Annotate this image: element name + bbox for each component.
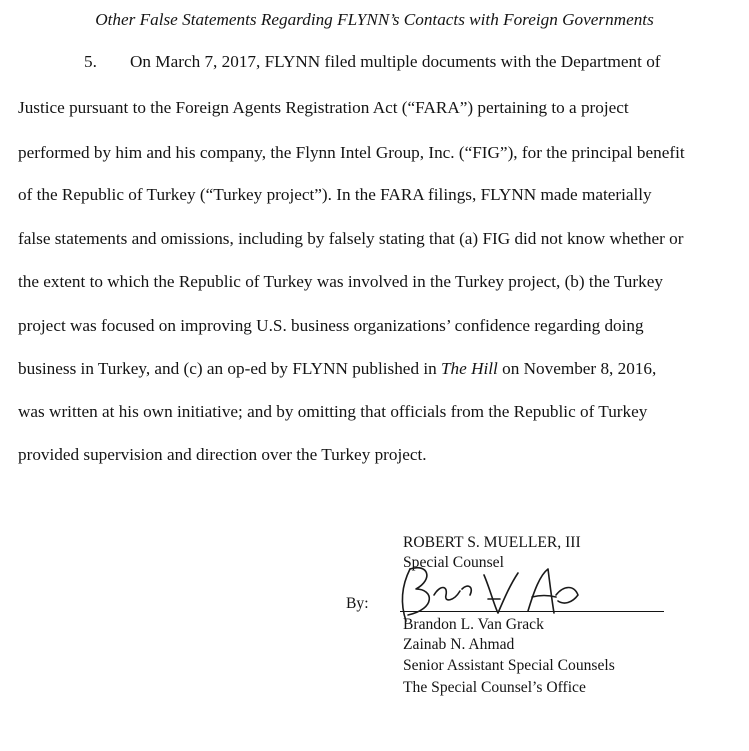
publication-name: The Hill: [441, 359, 498, 378]
counsel-name: ROBERT S. MUELLER, III: [403, 534, 581, 551]
paragraph-line-7: project was focused on improving U.S. business organizations’ confidence regarding doing: [18, 316, 644, 335]
signer-name-2: Zainab N. Ahmad: [403, 636, 515, 653]
handwritten-signature-icon: [388, 555, 588, 635]
paragraph-line-3: performed by him and his company, the Flynn Intel Group, Inc. (“FIG”), for the principal benefit: [18, 143, 685, 162]
signers-title: Senior Assistant Special Counsels: [403, 657, 615, 674]
paragraph-line-8-text: business in Turkey, and (c) an op-ed by FLYNN published in: [18, 359, 441, 378]
by-label: By:: [346, 595, 369, 612]
signer-name-1: Brandon L. Van Grack: [403, 616, 544, 633]
paragraph-line-4: of the Republic of Turkey (“Turkey project”). In the FARA filings, FLYNN made materially: [18, 185, 652, 204]
paragraph-line-10: provided supervision and direction over the Turkey project.: [18, 445, 427, 464]
paragraph-line-6: the extent to which the Republic of Turkey was involved in the Turkey project, (b) the Turkey: [18, 272, 663, 291]
paragraph-line-8-tail: on November 8, 2016,: [497, 359, 657, 378]
paragraph-line-9: was written at his own initiative; and by omitting that officials from the Republic of Turkey: [18, 402, 648, 421]
paragraph-number: 5.: [84, 52, 97, 71]
paragraph-line-1: On March 7, 2017, FLYNN filed multiple documents with the Department of: [130, 52, 661, 71]
paragraph-line-8: [18, 357, 656, 381]
section-heading: Other False Statements Regarding FLYNN’s Contacts with Foreign Governments: [95, 10, 654, 29]
paragraph-line-5: false statements and omissions, including by falsely stating that (a) FIG did not know whether or: [18, 229, 684, 248]
office-name: The Special Counsel’s Office: [403, 679, 586, 696]
counsel-title: Special Counsel: [403, 554, 504, 571]
paragraph-line-2: Justice pursuant to the Foreign Agents Registration Act (“FARA”) pertaining to a project: [18, 98, 629, 117]
